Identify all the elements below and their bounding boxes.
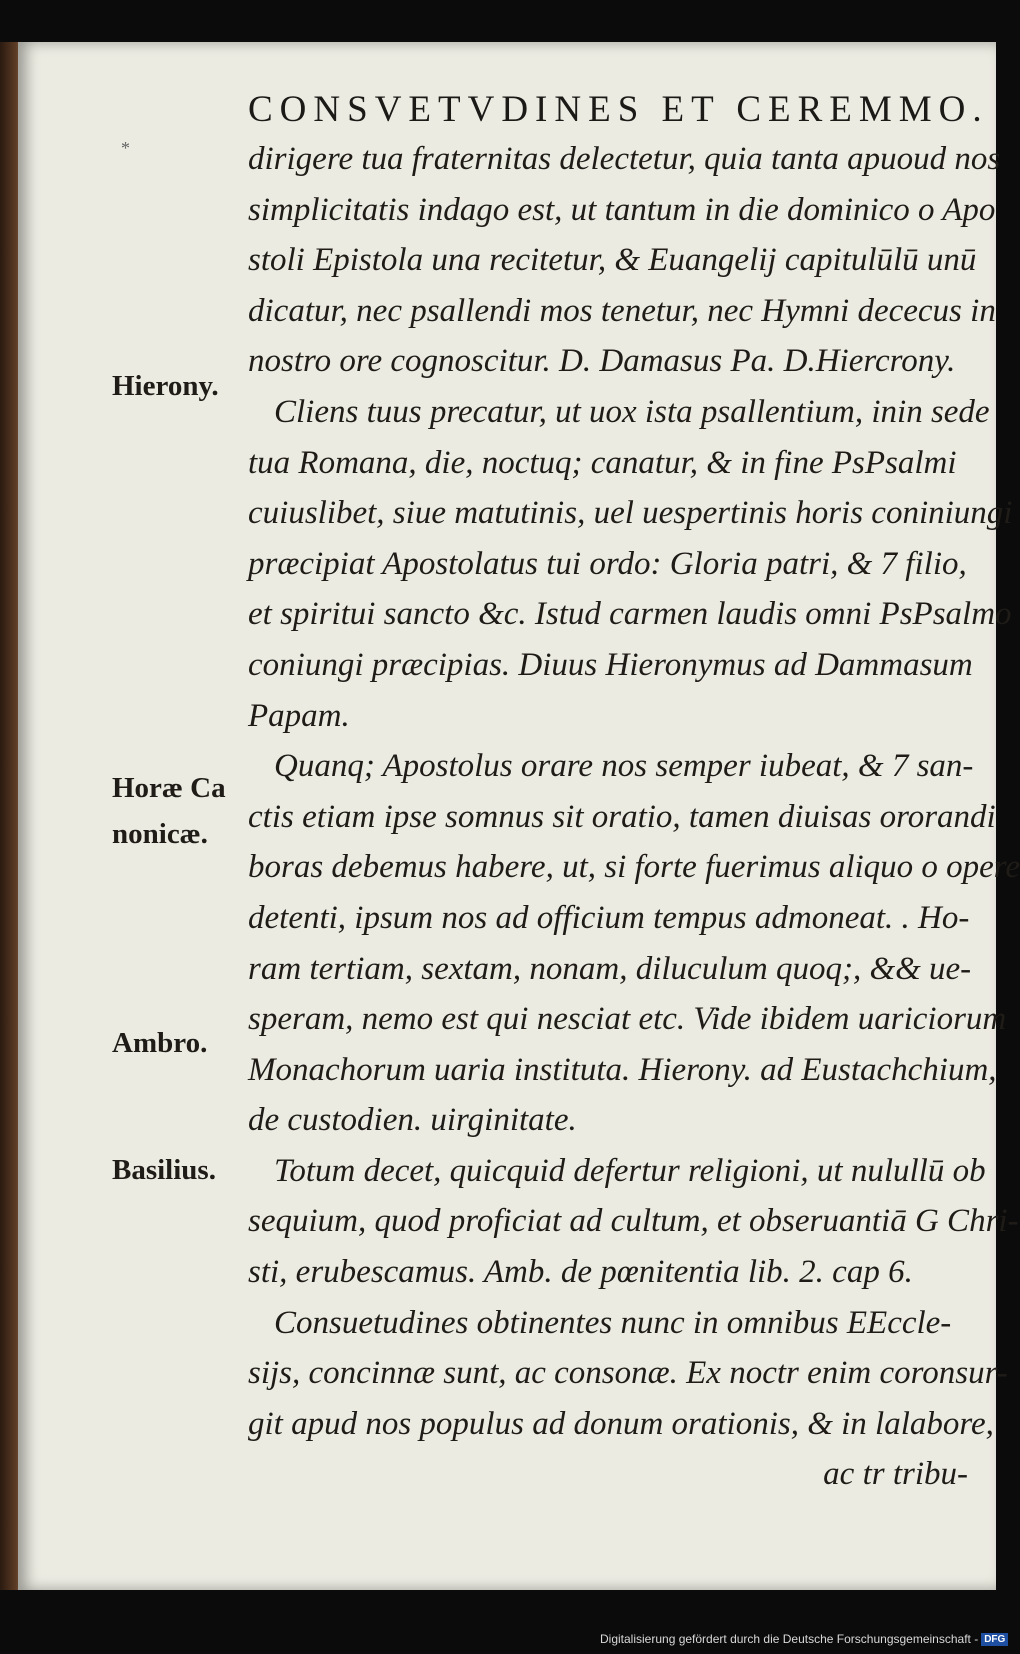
text-line: Consuetudines obtinentes nunc in omnibus EEccle- — [274, 1304, 952, 1341]
text-line: stoli Epistola una recitetur, & Euangelij capitulūlū unū — [248, 242, 977, 279]
text-line: dicatur, nec psallendi mos tenetur, nec Hymni dececus in — [248, 292, 996, 329]
text-line: detenti, ipsum nos ad officium tempus admoneat. . Ho- — [248, 899, 970, 936]
margin-note-horae-cont: nonicæ. — [112, 818, 208, 850]
text-line: sequium, quod proficiat ad cultum, et obseruantiā G Chri- — [248, 1203, 1019, 1240]
text-line: sti, erubescamus. Amb. de pœnitentia lib. 2. cap 6. — [248, 1254, 913, 1291]
digitization-footer — [600, 1632, 1006, 1646]
catchword: ac tr tribu- — [823, 1456, 968, 1493]
text-line: Papam. — [248, 697, 350, 734]
text-line: speram, nemo est qui nesciat etc. Vide ibidem uariciorum — [248, 1001, 1007, 1038]
dfg-logo: DFG — [981, 1633, 1008, 1646]
margin-note-ambro: Ambro. — [112, 1027, 208, 1059]
text-line: coniungi præcipias. Diuus Hieronymus ad Dammasum — [248, 646, 973, 683]
body-text — [248, 134, 1020, 1500]
text-line: et spiritui sancto &c. Istud carmen laudis omni PsPsalmo — [248, 596, 1012, 633]
text-line: Monachorum uaria instituta. Hierony. ad Eustachchium, — [248, 1051, 997, 1088]
text-line: nostro ore cognoscitur. D. Damasus Pa. D.Hiercrony. — [248, 343, 956, 380]
running-head: CONSVETVDINES ET CEREMMO. — [248, 89, 989, 130]
text-line: ctis etiam ipse somnus sit oratio, tamen diuisas ororandi — [248, 798, 996, 835]
text-line: git apud nos populus ad donum orationis, & in lalabore, — [248, 1405, 994, 1442]
text-line: de custodien. uirginitate. — [248, 1102, 577, 1139]
margin-note-hierony: Hierony. — [112, 370, 219, 402]
text-line: simplicitatis indago est, ut tantum in die dominico o Apo — [248, 191, 996, 228]
margin-mark: * — [121, 138, 130, 158]
text-line: cuiuslibet, siue matutinis, uel uespertinis horis coniniungi — [248, 495, 1013, 532]
text-line: tua Romana, die, noctuq; canatur, & in fine PsPsalmi — [248, 444, 957, 481]
text-line: dirigere tua fraternitas delectetur, quia tanta apuoud nos — [248, 141, 1001, 177]
text-line: Totum decet, quicquid defertur religioni, ut nulullū ob — [274, 1152, 986, 1189]
text-line: Quanq; Apostolus orare nos semper iubeat, & 7 san- — [274, 748, 974, 785]
text-line: ram tertiam, sextam, nonam, diluculum quoq;, && ue- — [248, 950, 972, 987]
footer-text: Digitalisierung gefördert durch die Deutsche Forschungsgemeinschaft - — [600, 1632, 979, 1646]
margin-note-horae: Horæ Ca — [112, 772, 226, 804]
text-line: sijs, concinnæ sunt, ac consonæ. Ex noctr enim coronsur- — [248, 1355, 1008, 1392]
text-line: Cliens tuus precatur, ut uox ista psallentium, inin sede — [274, 393, 990, 430]
text-line: boras debemus habere, ut, si forte fuerimus aliquo o opere — [248, 849, 1020, 886]
margin-note-basilius: Basilius. — [112, 1154, 216, 1186]
text-line: præcipiat Apostolatus tui ordo: Gloria patri, & 7 filio, — [248, 545, 967, 582]
